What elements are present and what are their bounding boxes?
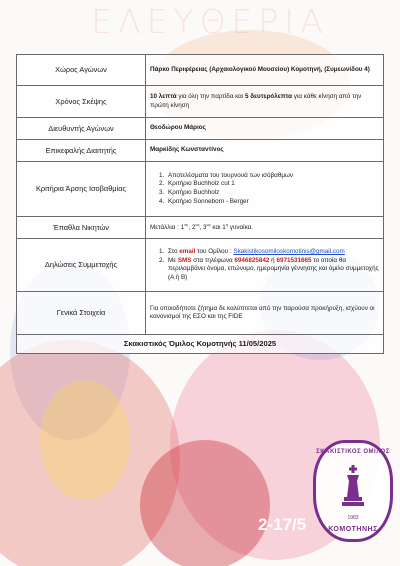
poster-shape-darkred [140,440,270,566]
time-increment: 5 δευτερόλεπτα [244,93,293,101]
row-venue [17,55,384,86]
tournament-info-table [16,54,384,354]
logo-text-bottom: ΚΟΜΟΤΗΝΗΣ [328,526,378,533]
registration-value [146,239,384,292]
row-general [17,292,384,335]
prizes-text: γυναίκα. [228,224,254,232]
ordinal-sup: η [225,222,229,228]
row-arbiter [17,140,384,162]
ordinal-sup: ος [206,222,211,228]
time-minutes: 10 λεπτά [150,93,177,101]
row-footer [17,335,384,354]
director-value: Θεοδώρου Μάριος [146,118,384,140]
time-control-label: Χρόνος Σκέψης [17,86,146,118]
prizes-label: Έπαθλα Νικητών [17,217,146,239]
venue-label: Χώρος Αγώνων [17,55,146,86]
registration-sms-item [166,257,379,282]
chess-king-icon [339,465,367,507]
general-value: Για οποιοδήποτε ζήτημα δε καλύπτεται από την παρούσα προκήρυξη, ισχύουν οι κανονισμοί της ΕΣΟ και της FIDE [146,292,384,335]
prizes-text: και 1 [210,224,226,232]
arbiter-label: Επικεφαλής Διαιτητής [17,140,146,162]
row-registration [17,239,384,292]
row-director [17,118,384,140]
footer-signature: Σκακιστικός Όμιλος Κομοτηνής 11/05/2025 [17,335,384,354]
registration-label: Δηλώσεις Συμμετοχής [17,239,146,292]
logo-year: 1983 [347,515,359,521]
arbiter-value: Μαρκίδης Κωνσταντίνος [146,140,384,162]
prizes-value [146,217,384,239]
logo-text-top: ΣΚΑΚΙΣΤΙΚΟΣ ΟΜΙΛΟΣ [316,449,390,455]
tiebreak-item: 2. Κριτήριο Buchholz cut 1 [166,180,379,188]
prizes-text: Μετάλλια : 1 [150,224,185,232]
registration-email-item [166,248,379,256]
tiebreak-list [150,172,379,207]
poster-title: ΕΛΕΥΘΕΡΙΑ [91,2,329,41]
club-logo [313,440,393,542]
club-email-link[interactable]: Skakistikosomiloskomotinis@gmail.com [233,248,345,256]
prizes-text: , 2 [188,224,196,232]
tiebreak-item: 3. Κριτήριο Buchholz [166,189,379,197]
poster-shape-yellow [40,380,130,500]
reg-text: στα τηλέφωνα [191,257,235,264]
time-text-2: για κάθε κίνηση από την πρώτη κίνηση [150,93,362,109]
reg-sms-word: SMS [177,257,192,264]
tiebreaks-label: Κριτήρια Άρσης Ισοβαθμίας [17,162,146,217]
tiebreak-item: 4. Κριτήριο Sonneborn - Berger [166,198,379,206]
time-text-1: για όλη την παρτίδα και [176,93,245,101]
row-time-control [17,86,384,118]
tiebreaks-value [146,162,384,217]
phone-number: 6971531665 [276,257,312,264]
phone-number: 6946825842 [234,257,270,264]
reg-text: το οποία θα περιλαμβάνει όνομα, επώνυμο, ημερομηνία γέννησης και όμιλο συμμετοχής (Α ή Β) [168,257,379,281]
registration-list [150,248,379,282]
reg-text: ή [269,257,277,264]
poster-dates: 2-17/5 [258,515,307,534]
ordinal-sup: ος [184,222,189,228]
time-control-value [146,86,384,118]
reg-text: Με [168,257,178,264]
reg-email-word: email [179,248,196,256]
tiebreak-item: 1. Αποτελέσματα του τουρνουά των ισόβαθμων [166,172,379,180]
ordinal-sup: ος [195,222,200,228]
director-label: Διευθυντής Αγώνων [17,118,146,140]
prizes-text: , 3 [199,224,207,232]
general-label: Γενικά Στοιχεία [17,292,146,335]
row-tiebreaks [17,162,384,217]
venue-value: Πάρκο Περιφέρειας (Αρχαιολογικού Μουσείου) Κομοτηνή, (Συμεωνίδου 4) [146,55,384,86]
row-prizes [17,217,384,239]
reg-text: του Ομίλου : [195,248,234,256]
reg-text: Στο [168,248,180,256]
